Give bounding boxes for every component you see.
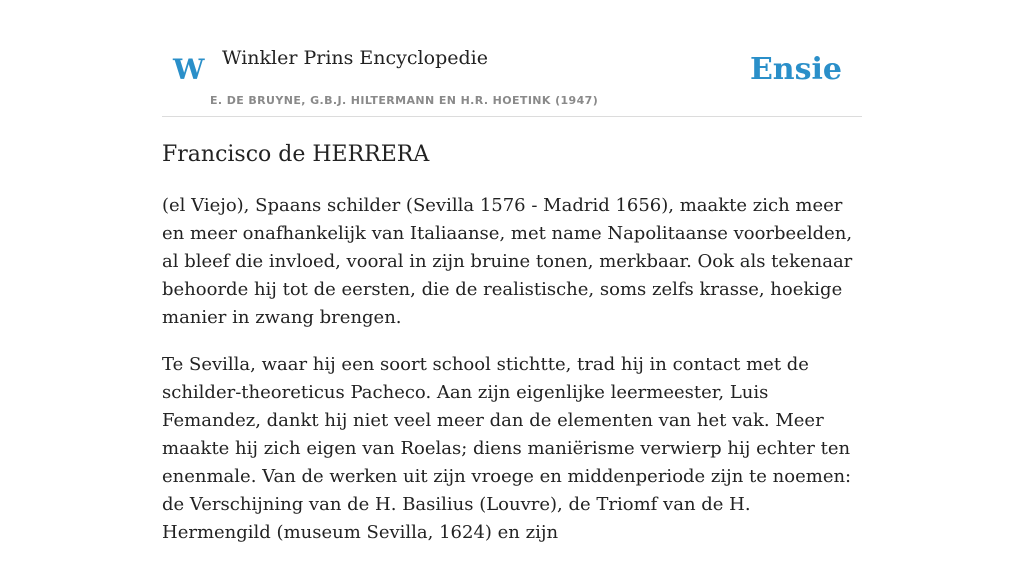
site-header	[162, 0, 862, 117]
article-paragraph-1: (el Viejo), Spaans schilder (Sevilla 1576 - Madrid 1656), maakte zich meer en meer onafhankelijk van Italiaanse, met name Napolitaanse voorbeelden, al bleef die invloed, vooral in zijn bruine tonen, merkbaar. Ook als tekenaar behoorde hij tot de eersten, die de realistische, soms zelfs krasse, hoekige manier in zwang brengen.	[162, 195, 853, 328]
winkler-prins-logo[interactable]: W	[173, 53, 205, 86]
article	[162, 138, 862, 566]
article-title: Francisco de HERRERA	[162, 142, 430, 167]
ensie-logo[interactable]: Ensie	[749, 52, 842, 87]
article-body	[162, 192, 862, 547]
encyclopedia-title[interactable]: Winkler Prins Encyclopedie	[222, 47, 488, 69]
authors-line: E. DE BRUYNE, G.B.J. HILTERMANN EN H.R. HOETINK (1947)	[210, 94, 599, 107]
article-paragraph-2: Te Sevilla, waar hij een soort school stichtte, trad hij in contact met de schilder-theoreticus Pacheco. Aan zijn eigenlijke leermeester, Luis Femandez, dankt hij niet veel meer dan de elementen van het vak. Meer maakte hij zich eigen van Roelas; diens maniërisme verwierp hij echter ten enenmale. Van de werken uit zijn vroege en middenperiode zijn te noemen: de Verschijning van de H. Basilius (Louvre), de Triomf van de H. Hermengild (museum Sevilla, 1624) en zijn	[162, 354, 852, 543]
